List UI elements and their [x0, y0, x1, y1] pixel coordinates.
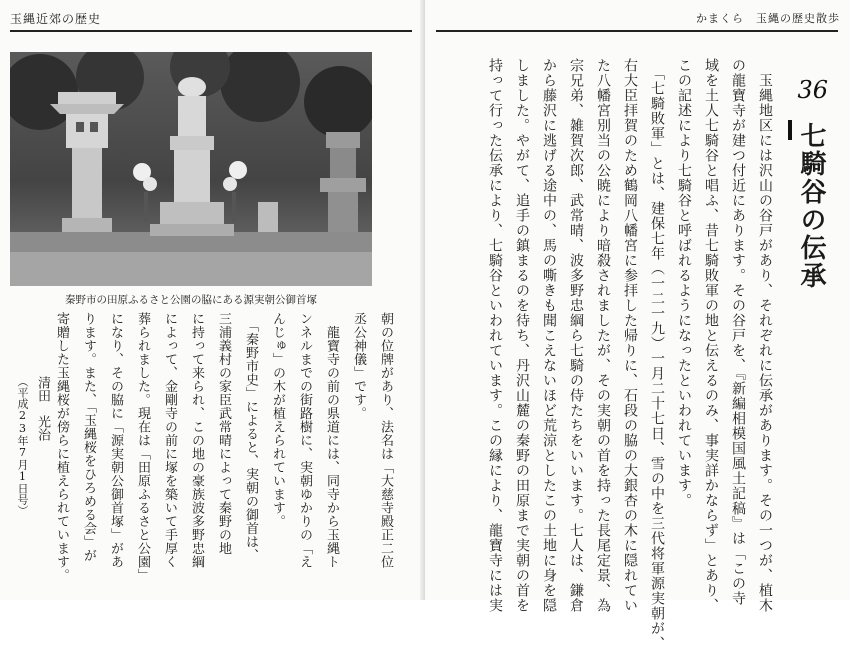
text-line: 寄贈した玉縄桜が傍らに植えられています。 [54, 312, 69, 582]
text-line: 宗兄弟、雑賀次郎、武常晴、波多野忠綱ら七騎の侍たちをいいます。七人は、鎌倉 [568, 58, 584, 613]
text-line: 持って行った伝承により、七騎谷といわれています。この縁により、龍寶寺には実 [487, 58, 503, 613]
text-line: 「七騎敗軍」とは、建保七年（一二一九）一月二十七日、雪の中を三代将軍源実朝が、 [649, 58, 665, 651]
publication-date: （平成23年7月1日号） [16, 376, 29, 516]
author-block [12, 376, 52, 516]
text-line: 右大臣拝賀のため鶴岡八幡宮に参拝した帰りに、石段の脇の大銀杏の木に隠れてい [622, 58, 638, 613]
author-name: 清田 光治 [35, 376, 50, 441]
text-line: によって、金剛寺の前に塚を築いて手厚く [162, 312, 177, 569]
text-line: この記述により七騎谷と呼ばれるようになったといわれています。 [676, 58, 692, 508]
chapter-number: 36 [797, 76, 828, 104]
text-line: 玉縄地区には沢山の谷戸があり、それぞれに伝承があります。その一つが、植木 [757, 58, 773, 613]
photo-caption: 秦野市の田原ふるさと公園の脇にある源実朝公御首塚 [65, 294, 317, 306]
text-line: 葬られました。現在は「田原ふるさと公園」 [135, 312, 150, 582]
text-line: 域を土人七騎谷と唱ふ、昔七騎敗軍の地と伝えるのみ、事実詳かならず」とあり、 [703, 58, 719, 613]
text-line: しました。やがて、追手の鎮まるのを待ち、丹沢山麓の秦野の田原まで実朝の首を [514, 58, 530, 613]
text-line: 朝の位牌があり、法名は「大慈寺殿正二位 [378, 312, 393, 569]
text-line: 丞公神儀」です。 [351, 312, 366, 420]
left-running-head: 玉縄近郊の歴史 [10, 12, 102, 26]
text-line: た八幡宮別当の公暁により暗殺されましたが、その実朝の首を持った長尾定景、為 [595, 58, 611, 613]
right-running-head: かまくら 玉縄の歴史散歩 [696, 12, 840, 25]
text-line: 三浦義村の家臣武常晴によって秦野の地 [216, 312, 231, 555]
text-line: んじゅ」の木が植えられています。 [270, 312, 285, 528]
left-header-rule [10, 30, 412, 32]
text-line: から藤沢に逃げる途中の、馬の嘶きも聞こえないほど荒涼としたこの土地に身を隠 [541, 58, 557, 613]
right-body-text [481, 58, 778, 651]
grave-photo-image [10, 52, 372, 286]
grave-photo [10, 52, 372, 286]
right-page [425, 0, 850, 651]
text-line: の龍寶寺が建つ付近にあります。その谷戸を、『新編相模国風土記稿』は「この寺 [730, 58, 746, 606]
text-line: 「秦野市史」によると、実朝の御首は、 [243, 312, 258, 562]
text-line: ンネルまでの街路樹に、実朝ゆかりの「え [297, 312, 312, 569]
left-body-text [48, 312, 399, 582]
title-accent-bar [788, 120, 792, 140]
text-line: ります。また、「玉縄桜をひろめる会」が [81, 312, 96, 562]
left-page [0, 0, 425, 600]
text-line: に持って来られ、この地の豪族波多野忠綱 [189, 312, 204, 569]
chapter-title: 七騎谷の伝承 [796, 122, 826, 290]
text-line: になり、その脇に「源実朝公御首塚」があ [108, 312, 123, 569]
text-line: 龍寶寺の前の県道には、同寺から玉縄ト [324, 312, 339, 569]
right-header-rule [436, 30, 838, 32]
